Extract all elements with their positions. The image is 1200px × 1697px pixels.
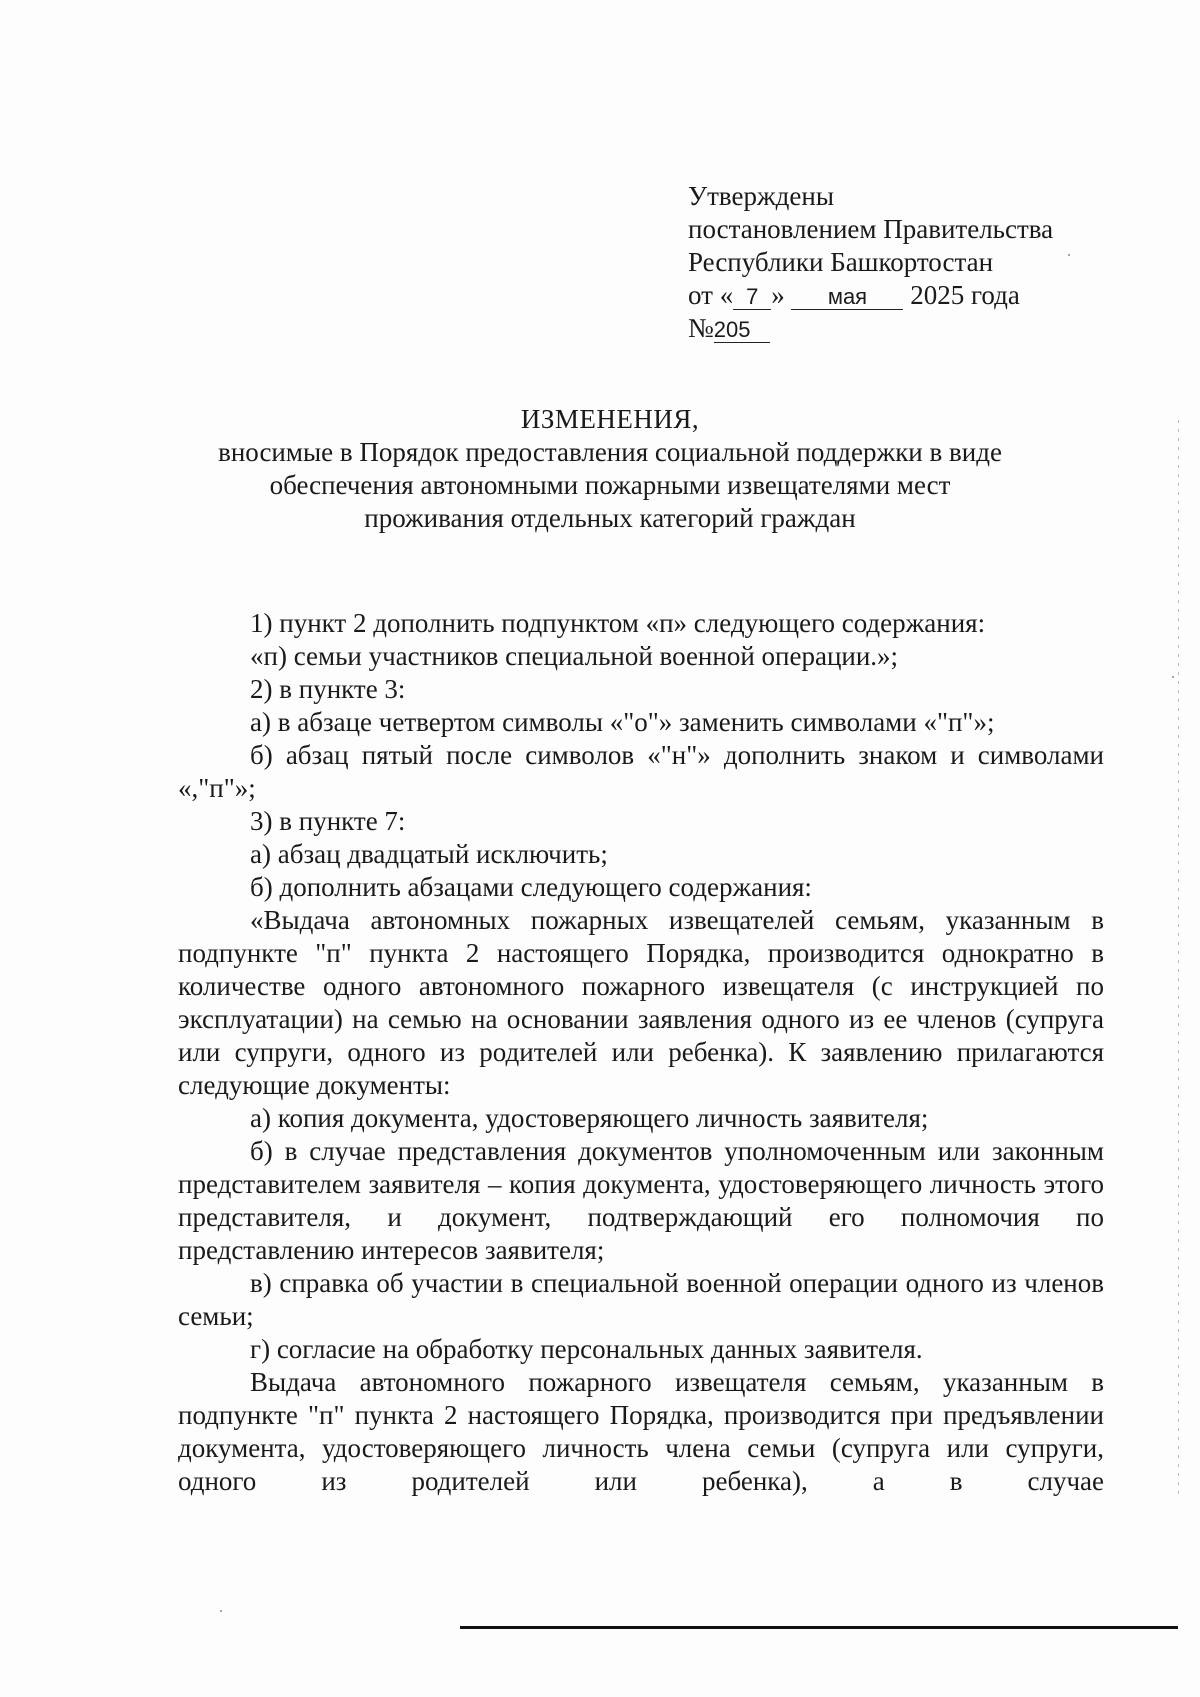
date-mid: » bbox=[771, 280, 785, 310]
paragraph: а) абзац двадцатый исключить; bbox=[250, 839, 608, 869]
scan-bottom-line bbox=[460, 1626, 1178, 1629]
paragraph: «п) семьи участников специальной военной операции.»; bbox=[250, 641, 899, 671]
approval-stamp bbox=[688, 180, 1158, 345]
approval-date-line bbox=[688, 279, 1158, 312]
resolution-number: 205 bbox=[714, 318, 770, 343]
date-month: мая bbox=[791, 285, 903, 310]
title-heading: ИЗМЕНЕНИЯ, bbox=[520, 404, 700, 434]
approval-number-line bbox=[688, 312, 1158, 345]
paragraph: б) в случае представления документов уполномоченным или законным представителем заявителя – копия документа, удостоверяющего личность этого представителя, и документ, подтверждающий его полномочия по представлению интересов заявителя; bbox=[178, 1136, 1104, 1265]
scan-speck bbox=[1172, 676, 1174, 678]
paragraph: в) справка об участии в специальной военной операции одного из членов семьи; bbox=[178, 1268, 1104, 1331]
paragraph: а) копия документа, удостоверяющего личность заявителя; bbox=[250, 1103, 929, 1133]
paragraph: 3) в пункте 7: bbox=[250, 806, 406, 836]
paragraph: 2) в пункте 3: bbox=[250, 674, 406, 704]
paragraph: «Выдача автономных пожарных извещателей семьям, указанным в подпункте "п" пункта 2 настоящего Порядка, производится однократно в количестве одного автономного пожарного извещателя (с инструкцией по эксплуатации) на семью на основании заявления одного из ее членов (супруга или супруги, одного из родителей или ребенка). К заявлению прилагаются следующие документы: bbox=[178, 905, 1104, 1100]
title-subtitle-line-1: вносимые в Порядок предоставления социальной поддержки в виде bbox=[218, 437, 1002, 467]
paragraph: б) абзац пятый после символов «"н"» дополнить знаком и символами «,"п"»; bbox=[178, 740, 1104, 803]
scan-speck bbox=[220, 1610, 222, 1612]
paragraph: Выдача автономного пожарного извещателя семьям, указанным в подпункте "п" пункта 2 настоящего Порядка, производится при предъявлении документа, удостоверяющего личность члена семьи (супруга или супруги, одного из родителей или ребенка), а в случае bbox=[178, 1367, 1104, 1496]
date-year: 2025 года bbox=[910, 280, 1020, 310]
number-prefix: № bbox=[688, 313, 714, 343]
date-prefix: от « bbox=[688, 280, 734, 310]
paragraph: а) в абзаце четвертом символы «"о"» заменить символами «"п"»; bbox=[250, 707, 995, 737]
paragraph: 1) пункт 2 дополнить подпунктом «п» следующего содержания: bbox=[250, 608, 986, 638]
title-subtitle-line-3: проживания отдельных категорий граждан bbox=[364, 503, 856, 533]
title-subtitle-line-2: обеспечения автономными пожарными извещателями мест bbox=[269, 470, 951, 500]
scan-speck bbox=[1068, 254, 1070, 256]
date-day: 7 bbox=[733, 285, 771, 310]
scan-edge-line bbox=[1178, 420, 1179, 1500]
approval-line-republic: Республики Башкортостан bbox=[688, 247, 994, 277]
paragraph: г) согласие на обработку персональных данных заявителя. bbox=[250, 1334, 923, 1364]
approval-line-approved: Утверждены bbox=[688, 181, 834, 211]
document-body bbox=[178, 607, 1104, 1498]
approval-line-resolution: постановлением Правительства bbox=[688, 214, 1054, 244]
document-title bbox=[160, 403, 1060, 535]
paragraph: б) дополнить абзацами следующего содержания: bbox=[250, 872, 812, 902]
